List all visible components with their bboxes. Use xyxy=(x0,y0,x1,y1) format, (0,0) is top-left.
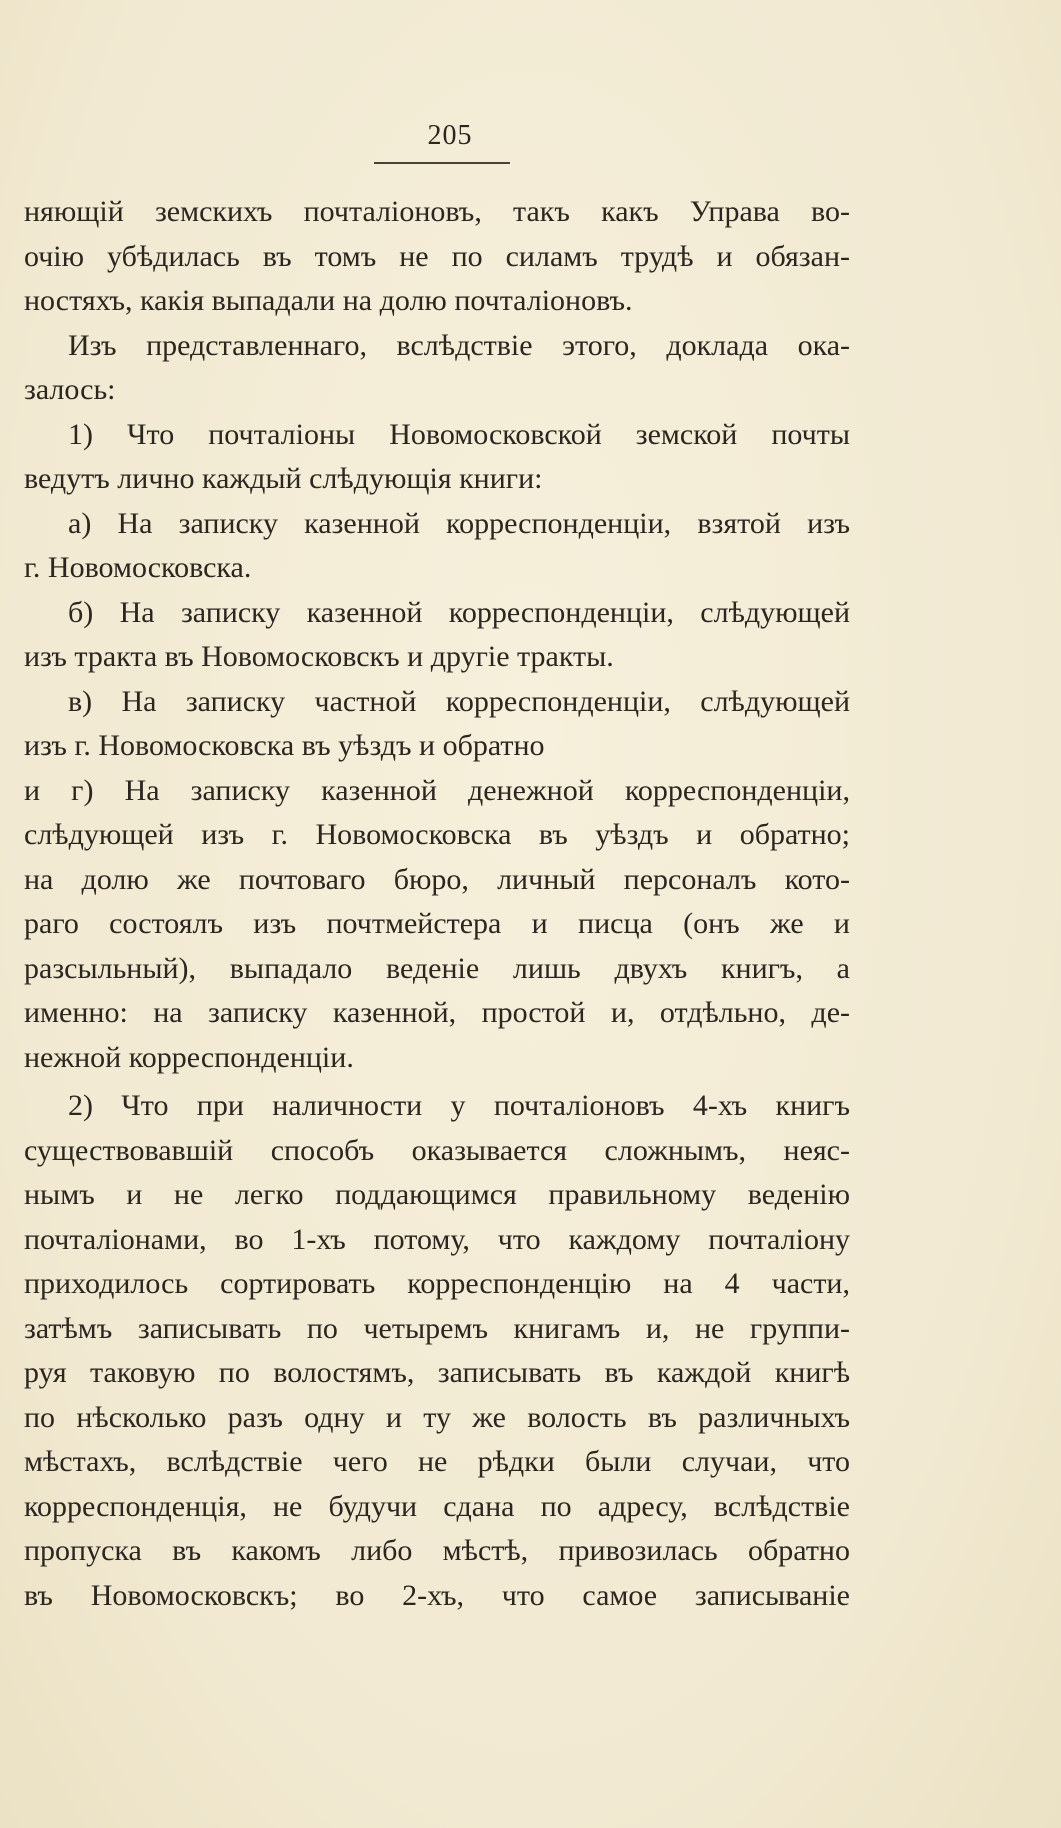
text-line: изъ тракта въ Новомосковскъ и другіе тракты. xyxy=(24,640,614,673)
text-line: б) На записку казенной корреспонденціи, слѣдующей xyxy=(68,595,850,629)
text-line: мѣстахъ, вслѣдствіе чего не рѣдки были случаи, что xyxy=(24,1445,850,1478)
header-rule xyxy=(374,162,510,164)
text-line: разсыльный), выпадало веденіе лишь двухъ книгъ, а xyxy=(24,951,850,985)
text-line: ностяхъ, какія выпадали на долю почталіоновъ. xyxy=(24,284,633,317)
text-line: г. Новомосковска. xyxy=(24,551,252,584)
text-line: нежной корреспонденціи. xyxy=(24,1040,354,1074)
text-line: нымъ и не легко поддающимся правильному веденію xyxy=(24,1178,850,1211)
text-line: Изъ представленнаго, вслѣдствіе этого, доклада ока- xyxy=(68,328,850,362)
text-line: и г) На записку казенной денежной корреспонденціи, xyxy=(24,773,850,807)
text-line: въ Новомосковскъ; во 2-хъ, что самое записываніе xyxy=(24,1578,850,1612)
text-line: руя таковую по волостямъ, записывать въ каждой книгѣ xyxy=(24,1356,850,1389)
text-line: на долю же почтоваго бюро, личный персоналъ кото- xyxy=(24,862,850,896)
text-line: в) На записку частной корреспонденціи, слѣдующей xyxy=(68,684,850,718)
text-line: няющій земскихъ почталіоновъ, такъ какъ Управа во- xyxy=(24,195,850,228)
text-line: раго состоялъ изъ почтмейстера и писца (онъ же и xyxy=(24,907,850,940)
text-line: залось: xyxy=(24,373,116,406)
page-number: 205 xyxy=(427,120,473,151)
text-line: очію убѣдилась въ томъ не по силамъ трудѣ и обязан- xyxy=(24,239,850,273)
text-line: именно: на записку казенной, простой и, отдѣльно, де- xyxy=(24,996,850,1029)
text-line: ведутъ лично каждый слѣдующія книги: xyxy=(24,462,543,495)
text-line: изъ г. Новомосковска въ уѣздъ и обратно xyxy=(24,729,545,762)
text-line: почталіонами, во 1-хъ потому, что каждому почталіону xyxy=(24,1222,850,1256)
text-line: 1) Что почталіоны Новомосковской земской почты xyxy=(68,417,850,451)
text-line: корреспонденція, не будучи сдана по адресу, вслѣдствіе xyxy=(24,1489,850,1523)
text-line: по нѣсколько разъ одну и ту же волость въ различныхъ xyxy=(24,1400,850,1434)
body-text xyxy=(24,190,850,1618)
text-line: затѣмъ записывать по четыремъ книгамъ и, не группи- xyxy=(24,1311,850,1345)
text-line: пропуска въ какомъ либо мѣстѣ, привозилась обратно xyxy=(24,1534,850,1567)
text-line: а) На записку казенной корреспонденціи, взятой изъ xyxy=(68,506,850,540)
text-line: приходилось сортировать корреспонденцію на 4 части, xyxy=(24,1267,850,1300)
text-line: 2) Что при наличности у почталіоновъ 4-хъ книгъ xyxy=(68,1089,850,1122)
text-line: слѣдующей изъ г. Новомосковска въ уѣздъ и обратно; xyxy=(24,818,850,851)
text-line: существовавшій способъ оказывается сложнымъ, неяс- xyxy=(24,1133,850,1167)
